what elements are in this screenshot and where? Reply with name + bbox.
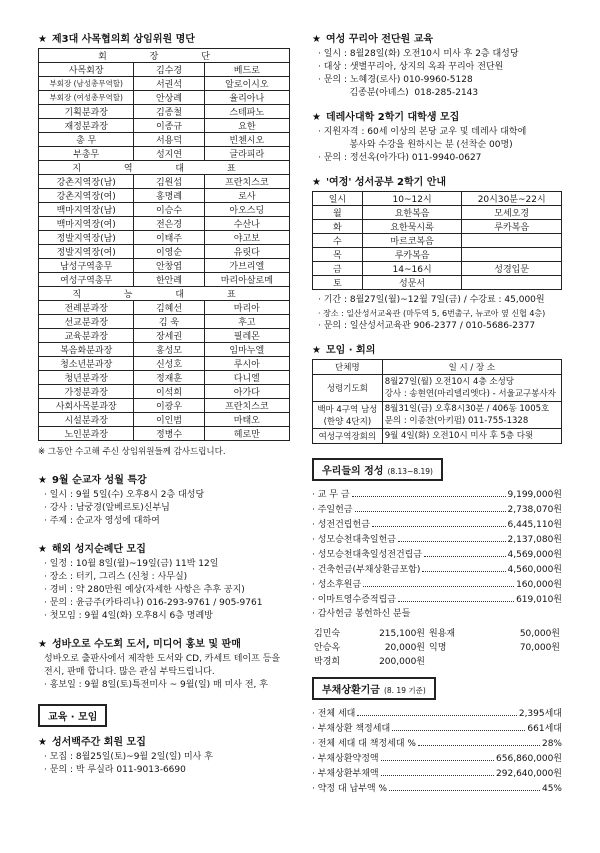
ledger-label: · 이마트영수증적립금 [312, 595, 396, 605]
role-cell: 부회장 (여성총무역할) [39, 91, 134, 105]
pilgrimage-body [38, 558, 290, 623]
pilgrimage-line: · 경비 : 약 280만원 예상(자세한 사항은 추후 공지) [44, 585, 245, 595]
donor-amount: 200,000원 [379, 656, 425, 667]
lecture-line: · 일시 : 9월 5일(수) 오후8시 2층 대성당 [44, 490, 205, 500]
name-cell: 이종규 [134, 119, 204, 133]
bible-study-body [312, 294, 562, 333]
dot-leader [355, 502, 506, 512]
name-cell: 안창엽 [134, 259, 204, 273]
donor-name: 김민숙 [314, 628, 341, 639]
role-cell: 청소년분과장 [39, 357, 134, 371]
star-icon: ★ [312, 112, 321, 123]
donor-row [312, 625, 562, 639]
baptismal-name-cell: 야고보 [204, 231, 289, 245]
ledger-row [312, 562, 562, 577]
daesa-line: · 지원자격 : 60세 이상의 본당 교우 및 데레사 대학에 [318, 127, 527, 137]
role-cell: 정발지역장(여) [39, 245, 134, 259]
ledger-value: 4,569,000원 [507, 550, 562, 560]
bible-week-line: · 모집 : 8월25일(토)~9월 2일(일) 미사 후 [44, 752, 213, 762]
ledger-label: · 성모승천대축일헌금 [312, 535, 396, 545]
schedule-row [313, 220, 562, 234]
baptismal-name-cell: 아오스딩 [204, 203, 289, 217]
meetings-head-row [313, 360, 562, 375]
cursillo-line: · 문의 : 노혜경(로사) 010-9960-5128 [318, 75, 473, 85]
schedule-head-cell: 20시30분~22시 [462, 192, 562, 206]
name-cell: 김원섭 [134, 175, 204, 189]
role-cell: 총 무 [39, 133, 134, 147]
name-cell: 이광우 [134, 399, 204, 413]
debt-section [312, 675, 562, 796]
baptismal-name-cell: 유릿다 [204, 245, 289, 259]
name-cell: 성지연 [134, 147, 204, 161]
ledger-label: · 전체 세대 [312, 709, 356, 719]
dot-leader [381, 766, 494, 776]
role-cell: 부총무 [39, 147, 134, 161]
schedule-row [313, 262, 562, 276]
baptismal-name-cell: 빈첸시오 [204, 133, 289, 147]
class-cell: 14~16시 [362, 262, 462, 276]
baptismal-name-cell: 베드로 [204, 63, 289, 77]
name-cell: 정재훈 [134, 371, 204, 385]
star-icon: ★ [38, 639, 47, 650]
committee-section-header [39, 161, 290, 175]
role-cell: 강촌지역장(남) [39, 175, 134, 189]
ledger-value: 656,860,000원 [496, 754, 562, 764]
dot-leader [422, 562, 505, 572]
baptismal-name-cell: 임마누엘 [204, 343, 289, 357]
meeting-detail-line: 강사 : 송현연(마리델리엣다) - 서울교구봉사자 [384, 389, 556, 399]
bible-week-title: ★ 성서백주간 회원 모집 [38, 737, 146, 748]
daesa-body [312, 126, 562, 165]
meeting-row [313, 429, 562, 444]
ledger-row [312, 721, 562, 736]
role-cell: 교육분과장 [39, 329, 134, 343]
donor-name: 안승옥 [314, 642, 341, 653]
donor-table [312, 625, 562, 667]
ledger-row [312, 532, 562, 547]
committee-row [39, 91, 290, 105]
donor-row [312, 639, 562, 653]
role-cell: 남성구역총무 [39, 259, 134, 273]
ledger-label: · 부채상환약정액 [312, 754, 379, 764]
pilgrimage-line: · 첫모임 : 9월 4일(화) 오후8시 6층 명례방 [44, 611, 213, 621]
baptismal-name-cell: 스테파노 [204, 105, 289, 119]
ledger-row [312, 706, 562, 721]
dot-leader [352, 487, 506, 497]
role-cell: 사목회장 [39, 63, 134, 77]
donor-amount: 215,100원 [379, 628, 425, 639]
committee-title: ★ 제3대 사목협의회 상임위원 명단 [38, 34, 195, 45]
donor-name: 박경희 [314, 656, 341, 667]
dot-leader [372, 517, 506, 527]
ledger-label: · 주일헌금 [312, 505, 353, 515]
star-icon: ★ [38, 34, 47, 45]
pilgrimage-line: · 문의 : 윤금주(카타리나) 016-293-9761 / 905-9761 [44, 598, 263, 608]
committee-row [39, 259, 290, 273]
schedule-row [313, 276, 562, 290]
role-cell: 여성구역총무 [39, 273, 134, 287]
committee-row [39, 231, 290, 245]
ledger-label: · 교 무 금 [312, 490, 350, 500]
baptismal-name-cell: 루시아 [204, 357, 289, 371]
day-cell: 월 [313, 206, 363, 220]
role-cell: 복음화분과장 [39, 343, 134, 357]
schedule-row [313, 248, 562, 262]
committee-row [39, 385, 290, 399]
role-cell: 가정분과장 [39, 385, 134, 399]
donor-name: 원용재 [429, 628, 456, 639]
pilgrimage-line: · 장소 : 터키, 그리스 (신청 : 사무실) [44, 572, 188, 582]
committee-row [39, 147, 290, 161]
baptismal-name-cell: 다니엘 [204, 371, 289, 385]
committee-note: ※ 그동안 수고해 주신 상임위원들께 감사드립니다. [38, 447, 226, 457]
name-cell: 홍성모 [134, 343, 204, 357]
committee-row [39, 133, 290, 147]
meetings-table [312, 359, 562, 444]
baptismal-name-cell: 요한 [204, 119, 289, 133]
pilgrimage-title: ★ 해외 성지순례단 모집 [38, 544, 146, 555]
baptismal-name-cell: 마태오 [204, 413, 289, 427]
name-cell: 이인범 [134, 413, 204, 427]
ledger-row [312, 736, 562, 751]
ledger-value: 160,000원 [516, 580, 562, 590]
day-cell: 목 [313, 248, 363, 262]
ledger-label: · 부채상환부채액 [312, 769, 379, 779]
ledger-row [312, 766, 562, 781]
role-cell: 시설분과장 [39, 413, 134, 427]
daesa-line: 봉사와 수강을 원하시는 분 (선착순 00명) [318, 140, 513, 150]
sale-line: 성바오로 출판사에서 제작한 도서와 CD, 카세트 테이프 등을 [44, 654, 281, 664]
name-cell: 서권석 [134, 77, 204, 91]
meeting-row [313, 375, 562, 402]
section-header-cell: 회 장 단 [39, 49, 290, 63]
name-cell: 정병수 [134, 427, 204, 441]
offering-section [312, 456, 562, 667]
right-column [312, 30, 562, 796]
role-cell: 청년분과장 [39, 371, 134, 385]
baptismal-name-cell: 마리아살로메 [204, 273, 289, 287]
daesa-title: ★ 데레사대학 2학기 대학생 모집 [312, 112, 460, 123]
ledger-label: · 성모승천대축일성전건립금 [312, 550, 423, 560]
baptismal-name-cell: 로사 [204, 189, 289, 203]
baptismal-name-cell: 율리아나 [204, 91, 289, 105]
role-cell: 강촌지역장(여) [39, 189, 134, 203]
name-cell: 한안례 [134, 273, 204, 287]
role-cell: 노인분과장 [39, 427, 134, 441]
dot-leader [392, 721, 525, 731]
cursillo-line: · 일시 : 8월28일(화) 오전10시 미사 후 2층 대성당 [318, 49, 519, 59]
ledger-value: 9,199,000원 [507, 490, 562, 500]
ledger-row [312, 547, 562, 562]
baptismal-name-cell: 수산나 [204, 217, 289, 231]
donor-amount: 50,000원 [519, 628, 560, 639]
committee-row [39, 301, 290, 315]
committee-row [39, 315, 290, 329]
committee-row [39, 119, 290, 133]
donor-amount: 70,000원 [519, 642, 560, 653]
ledger-row [312, 517, 562, 532]
meeting-detail-cell [382, 402, 561, 429]
dot-leader [381, 751, 494, 761]
ledger-label: · 건축헌금(부채상환금포함) [312, 565, 421, 575]
class-cell [462, 276, 562, 290]
sale-line: 전시, 판매 합니다. 많은 관심 부탁드립니다. [44, 667, 215, 677]
committee-table [38, 48, 290, 441]
section-header-cell: 지 역 대 표 [39, 161, 290, 175]
class-cell [462, 248, 562, 262]
schedule-head-cell: 일시 [313, 192, 363, 206]
schedule-row [313, 206, 562, 220]
role-cell: 백마지역장(남) [39, 203, 134, 217]
name-cell: 김 욱 [134, 315, 204, 329]
group-name-cell: 여성구역장회의 [313, 429, 383, 444]
baptismal-name-cell: 마리아 [204, 301, 289, 315]
name-cell: 전은경 [134, 217, 204, 231]
star-icon: ★ [38, 475, 47, 486]
name-cell: 김종철 [134, 105, 204, 119]
committee-row [39, 273, 290, 287]
dot-leader [389, 781, 540, 791]
committee-row [39, 413, 290, 427]
committee-row [39, 371, 290, 385]
ledger-row [312, 592, 562, 607]
ledger-label: · 성소후원금 [312, 580, 362, 590]
class-cell: 요한복음 [362, 206, 462, 220]
star-icon: ★ [312, 345, 321, 356]
role-cell: 정발지역장(남) [39, 231, 134, 245]
pilgrimage-line: · 일정 : 10월 8일(월)~19일(금) 11박 12일 [44, 559, 219, 569]
bible-study-line: · 장소 : 일산성서교육관 (마두역 5, 6번출구, 뉴코아 옆 신협 4층) [318, 309, 546, 318]
day-cell: 토 [313, 276, 363, 290]
lecture-title: ★ 9월 순교자 성월 특강 [38, 475, 147, 486]
committee-row [39, 245, 290, 259]
class-cell: 모세오경 [462, 206, 562, 220]
baptismal-name-cell: 글라피라 [204, 147, 289, 161]
schedule-head-row [313, 192, 562, 206]
meeting-detail-line: 9월 4일(화) 오전10시 미사 후 5층 다윗 [384, 431, 534, 441]
meetings-head-cell: 단체명 [313, 360, 383, 375]
dot-leader [418, 736, 540, 746]
role-cell: 선교분과장 [39, 315, 134, 329]
cursillo-line: · 대상 : 샛별꾸리아, 상지의 옥좌 꾸리아 전단원 [318, 62, 504, 72]
ledger-row [312, 502, 562, 517]
debt-ledger [312, 706, 562, 796]
ledger-value: 45% [541, 784, 562, 794]
class-cell [462, 234, 562, 248]
donor-amount: 20,000원 [384, 642, 425, 653]
star-icon: ★ [312, 34, 321, 45]
role-cell: 기획분과장 [39, 105, 134, 119]
ledger-label: · 약정 대 납부액 % [312, 784, 388, 794]
ledger-value: 2,738,070원 [507, 505, 562, 515]
committee-section-header [39, 287, 290, 301]
class-cell: 마르코복음 [362, 234, 462, 248]
meeting-detail-line: 8월27일(월) 오전10시 4층 소성당 [384, 377, 515, 387]
baptismal-name-cell: 필레몬 [204, 329, 289, 343]
class-cell: 성경입문 [462, 262, 562, 276]
role-cell: 전례분과장 [39, 301, 134, 315]
baptismal-name-cell: 헤로만 [204, 427, 289, 441]
dot-leader [424, 547, 505, 557]
committee-row [39, 217, 290, 231]
baptismal-name-cell: 프란치스코 [204, 175, 289, 189]
committee-row [39, 175, 290, 189]
donor-name [427, 653, 477, 667]
section-header-cell: 직 능 대 표 [39, 287, 290, 301]
cursillo-title: ★ 여성 꾸리아 전단원 교육 [312, 34, 434, 45]
ledger-label: · 성전건립헌금 [312, 520, 370, 530]
committee-row [39, 105, 290, 119]
class-cell: 루카복음 [362, 248, 462, 262]
name-cell: 김혜선 [134, 301, 204, 315]
meeting-row [313, 402, 562, 429]
ledger-label: · 부채상환 책정세대 [312, 724, 391, 734]
baptismal-name-cell: 후고 [204, 315, 289, 329]
star-icon: ★ [38, 737, 47, 748]
meeting-detail-cell [382, 429, 561, 444]
ledger-row [312, 577, 562, 592]
donor-name: 익명 [429, 642, 447, 653]
donor-row [312, 653, 562, 667]
baptismal-name-cell: 아가다 [204, 385, 289, 399]
sale-title: ★ 성바오로 수도회 도서, 미디어 홍보 및 판매 [38, 639, 241, 650]
name-cell: 서용덕 [134, 133, 204, 147]
name-cell: 이석희 [134, 385, 204, 399]
daesa-line: · 문의 : 정선옥(아가다) 011-9940-0627 [318, 153, 482, 163]
group-name-cell: 성령기도회 [313, 375, 383, 402]
ledger-value: 619,010원 [516, 595, 562, 605]
meetings-head-cell: 일 시 / 장 소 [382, 360, 561, 375]
name-cell: 안상례 [134, 91, 204, 105]
ledger-value: 28% [541, 739, 562, 749]
bible-study-title: ★ '여정' 성서공부 2학기 안내 [312, 177, 447, 188]
ledger-value: 4,560,000원 [507, 565, 562, 575]
thanks-label: · 감사헌금 봉헌하신 분들 [312, 609, 411, 619]
education-box-title: 교육 · 모임 [38, 704, 107, 727]
offering-ledger [312, 487, 562, 607]
star-icon: ★ [38, 544, 47, 555]
sale-body [38, 653, 290, 692]
dot-leader [363, 577, 514, 587]
name-cell: 홍명례 [134, 189, 204, 203]
role-cell: 부회장 (남성총무역할) [39, 77, 134, 91]
baptismal-name-cell: 알로이시오 [204, 77, 289, 91]
bible-week-body [38, 751, 290, 777]
name-cell: 신성호 [134, 357, 204, 371]
bible-study-line: · 문의 : 일산성서교육관 906-2377 / 010-5686-2377 [318, 321, 536, 331]
name-cell: 이승수 [134, 203, 204, 217]
schedule-head-cell: 10~12시 [362, 192, 462, 206]
cursillo-body [312, 48, 562, 100]
committee-row [39, 399, 290, 413]
cursillo-line: 김종분(아녜스) 018-285-2143 [318, 88, 479, 98]
lecture-body [38, 489, 290, 528]
sale-line: · 홍보일 : 9월 8일(토)특전미사 ~ 9월(일) 매 미사 전, 후 [44, 680, 268, 690]
dot-leader [398, 592, 514, 602]
committee-row [39, 77, 290, 91]
role-cell: 사회사목분과장 [39, 399, 134, 413]
bible-week-line: · 문의 : 박 루실라 011-9013-6690 [44, 765, 186, 775]
ledger-row [312, 487, 562, 502]
committee-row [39, 203, 290, 217]
name-cell: 이태주 [134, 231, 204, 245]
ledger-value: 2,395세대 [518, 709, 562, 719]
ledger-value: 292,640,000원 [496, 769, 562, 779]
meeting-detail-line: 문의 : 이종찬(아키펌) 011-755-1328 [384, 416, 529, 426]
group-name-cell: 백마 4구역 남성 (한양 4단지) [313, 402, 383, 429]
meetings-title: ★ 모임 · 회의 [312, 345, 376, 356]
bible-study-line: · 기간 : 8월27일(월)~12월 7일(금) / 수강료 : 45,000원 [318, 295, 545, 305]
left-column [38, 30, 290, 777]
day-cell: 금 [313, 262, 363, 276]
star-icon: ★ [312, 177, 321, 188]
ledger-row [312, 781, 562, 796]
dot-leader [357, 706, 516, 716]
committee-row [39, 329, 290, 343]
committee-row [39, 357, 290, 371]
committee-row [39, 427, 290, 441]
baptismal-name-cell: 프란치스코 [204, 399, 289, 413]
role-cell: 재정분과장 [39, 119, 134, 133]
committee-row [39, 63, 290, 77]
meeting-detail-line: 8월31일(금) 오후8시30분 / 406동 1005호 [384, 404, 550, 414]
class-cell: 성문서 [362, 276, 462, 290]
role-cell: 백마지역장(여) [39, 217, 134, 231]
debt-title: 부채상환기금 (8. 19 기준) [312, 677, 436, 700]
day-cell: 수 [313, 234, 363, 248]
name-cell: 이영순 [134, 245, 204, 259]
name-cell: 김수경 [134, 63, 204, 77]
committee-row [39, 189, 290, 203]
day-cell: 화 [313, 220, 363, 234]
baptismal-name-cell: 가브리엘 [204, 259, 289, 273]
schedule-row [313, 234, 562, 248]
lecture-line: · 강사 : 남궁경(알베르토)신부님 [44, 503, 170, 513]
offering-title: 우리들의 정성 (8.13~8.19) [312, 458, 443, 481]
donor-amount [477, 653, 562, 667]
committee-row [39, 343, 290, 357]
ledger-label: · 전체 세대 대 책정세대 % [312, 739, 416, 749]
dot-leader [398, 532, 506, 542]
ledger-value: 6,445,110원 [507, 520, 562, 530]
committee-section-header [39, 49, 290, 63]
ledger-value: 661세대 [527, 724, 562, 734]
name-cell: 장세권 [134, 329, 204, 343]
bible-study-table [312, 191, 562, 290]
lecture-line: · 주제 : 순교자 영성에 대하여 [44, 516, 160, 526]
meeting-detail-cell [382, 375, 561, 402]
class-cell: 요한묵시록 [362, 220, 462, 234]
ledger-row [312, 751, 562, 766]
ledger-value: 2,137,080원 [507, 535, 562, 545]
class-cell: 루카복음 [462, 220, 562, 234]
